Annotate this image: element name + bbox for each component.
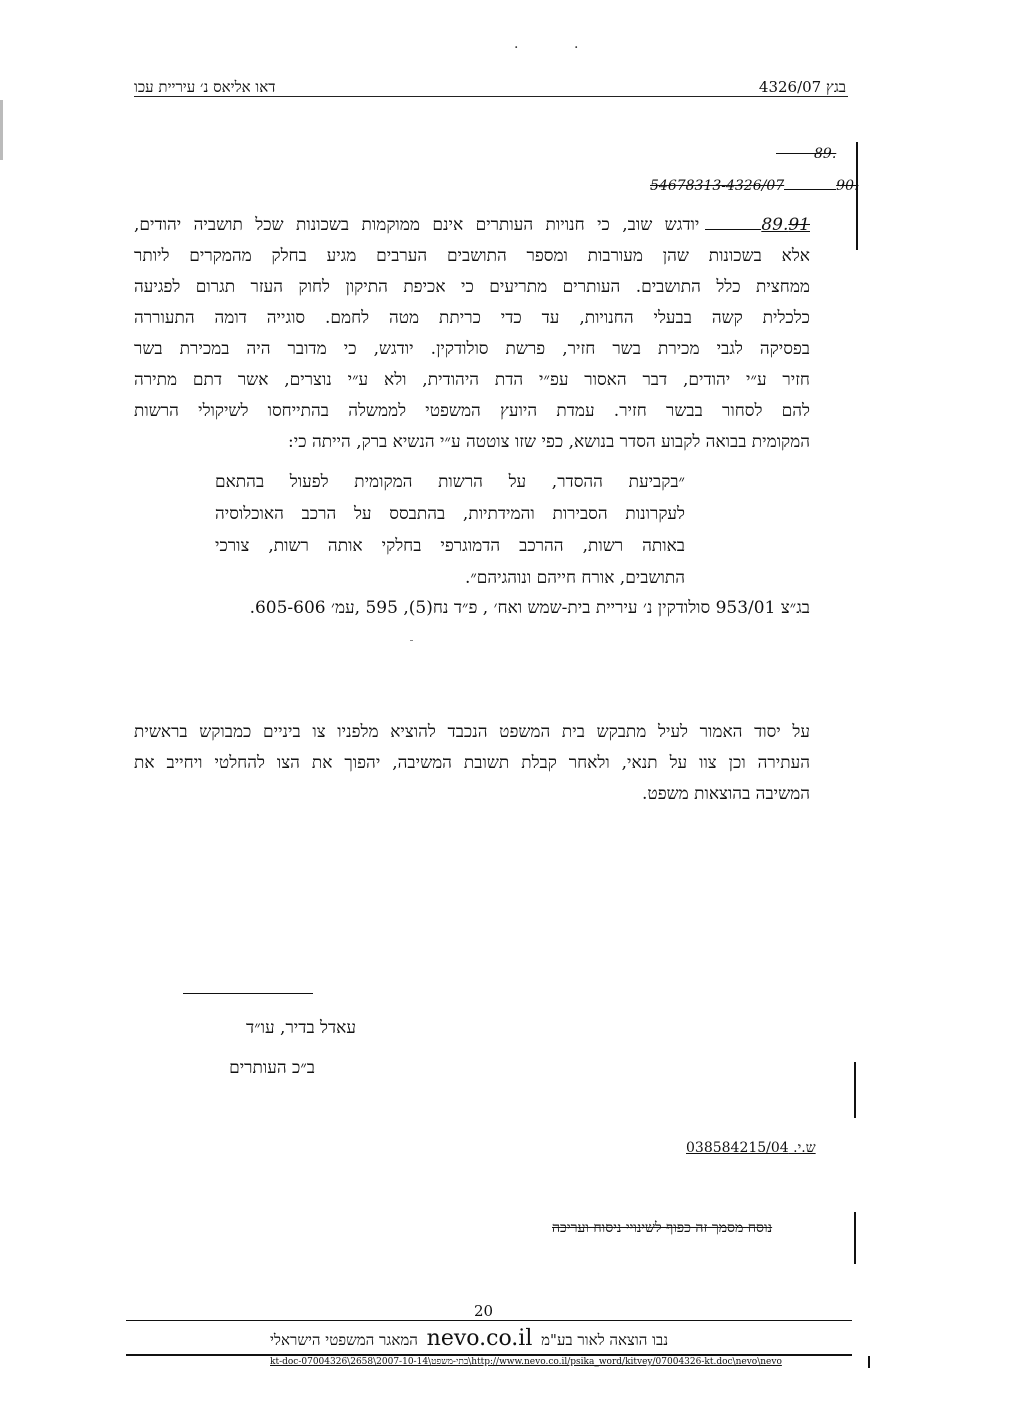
- revision-bar: [856, 142, 858, 250]
- document-path: kt-doc-07004326\2658\2007-10-14\בתי-משפט\http://www.nevo.co.il/psika_word/kitvey/07004326-kt.doc\nevo\nevo: [270, 1357, 782, 1367]
- block-quote: [215, 466, 685, 594]
- para-line: ממחצית כלל התושבים. העותרים מתריעים כי אכיפת התיקון לחוק העזר תגרום לפגיעה: [134, 277, 810, 297]
- header-parties: דאו אליאס נ׳ עיריית עכו: [134, 78, 276, 96]
- para-line: להם לסחור בבשר חזיר. עמדת היועץ המשפטי לממשלה בהתייחסו לשיקולי הרשות: [134, 401, 810, 421]
- revision-bar: [868, 1356, 870, 1368]
- quote-line: באותה רשות, ההרכב הדמוגרפי בחלקי אותה רשות, צורכי: [215, 536, 685, 556]
- quote-line: ״בקביעת ההסדר, על הרשות המקומית לפעול בהתאם: [215, 472, 685, 492]
- para-line: העתירה וכן צוו על תנאי, ולאחר קבלת תשובת המשיבה, יהפוך את הצו להחלטי ויחייב את: [134, 753, 810, 773]
- revision-bar: [854, 1212, 856, 1264]
- para-line: בפסיקה לגבי מכירת בשר חזיר, פרשת סולודקין. יודגש, כי מדובר היה במכירת בשר: [134, 339, 810, 359]
- margin-line-90: 54678313-4326/07 90.: [650, 178, 859, 194]
- header-rule: [134, 96, 848, 97]
- para-line: 89.91יודגש שוב, כי חנויות העותרים אינם ממוקמות בשכונות שכל תושביה יהודים,: [134, 215, 810, 235]
- scan-dot: ·: [574, 40, 579, 56]
- scan-dot: ·: [514, 40, 519, 56]
- scan-speck: [410, 640, 413, 641]
- signatory-role: ב״כ העותרים: [229, 1058, 315, 1078]
- case-citation: בג״צ 953/01 סולודקין נ׳ עיריית בית-שמש ואח׳ , פ״ד נח(5), 595 ,עמ׳ 605-606.: [249, 598, 810, 618]
- page-number: 20: [474, 1302, 494, 1320]
- header-case-number: בגץ 4326/07: [758, 78, 846, 96]
- para-line: חזיר ע״י יהודים, דבר האסור עפ״י הדת היהודית, ולא ע״י נוצרים, אשר דתם מתירה: [134, 370, 810, 390]
- para-line: על יסוד האמור לעיל מתבקש בית המשפט הנכבד להוציא מלפניו צו ביניים כמבוקש בראשית: [134, 722, 810, 742]
- para-line: המשיבה בהוצאות משפט.: [642, 784, 810, 804]
- publisher-site: nevo.co.il: [426, 1326, 533, 1351]
- paragraph-89: [134, 210, 810, 458]
- margin-line-89: 89.: [776, 146, 836, 162]
- signatory-name: עאדל בדיר, עו״ד: [246, 1018, 356, 1038]
- quote-line: התושבים, אורח חייהם ונוהגיהם״.: [464, 568, 685, 588]
- reference-number: ש.י. 038584215/04: [686, 1140, 816, 1156]
- quote-line: לעקרונות הסבירות והמידתיות, בהתבסס על הרכב האוכלוסיה: [215, 504, 685, 524]
- revision-bar: [854, 1062, 856, 1118]
- para-line: המקומית בבואה לקבוע הסדר בנושא, כפי שזו צוטטה ע״י הנשיא ברק, הייתה כי:: [288, 432, 810, 452]
- footer-publisher-line: [270, 1326, 668, 1351]
- para-line: אלא בשכונות שהן מעורבות ומספר התושבים הערבים מגיע בחלק מהמקרים ליותר: [134, 246, 810, 266]
- para-line: כלכלית קשה בבעלי החנויות, עד כדי כריתת מטה לחמם. סוגייה דומה התעוררה: [134, 308, 810, 328]
- publisher-name: נבו הוצאה לאור בע"מ: [541, 1331, 669, 1349]
- scan-edge-mark: [0, 100, 3, 160]
- footer-rule: [126, 1320, 852, 1321]
- draft-note: נוסח מסמך זה כפוף לשינויי ניסוח ועריכה: [552, 1220, 773, 1236]
- paragraph-number: 89.91: [761, 215, 810, 235]
- signature-line: [183, 993, 313, 994]
- database-name: המאגר המשפטי הישראלי: [270, 1331, 418, 1349]
- closing-paragraph: [134, 716, 810, 809]
